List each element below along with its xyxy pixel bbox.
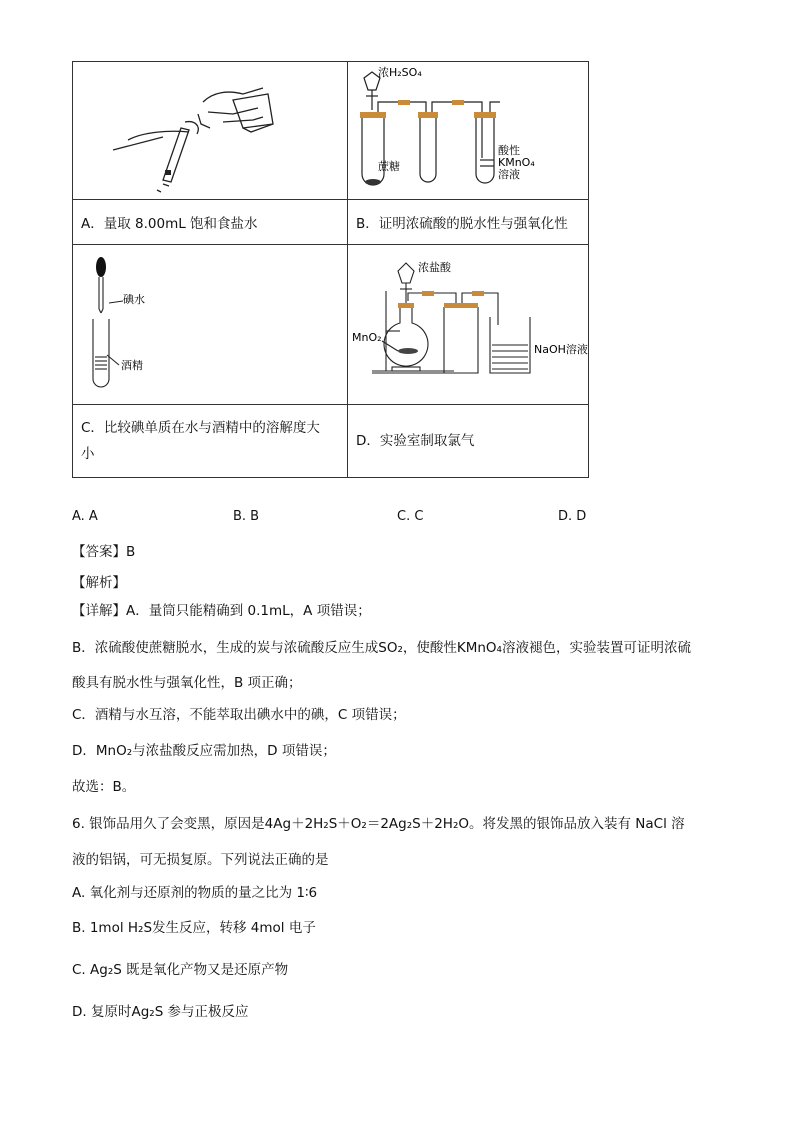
label-mno2: MnO₂ <box>352 331 382 344</box>
label-iodine-water: 碘水 <box>123 293 145 306</box>
detail-line-3: 酸具有脱水性与强氧化性，B 项正确； <box>72 675 302 691</box>
option-c: C. C <box>397 509 424 524</box>
q6-choice-a: A. 氧化剂与还原剂的物质的量之比为 1∶6 <box>72 885 318 901</box>
detail-line-5: D．MnO₂与浓盐酸反应需加热，D 项错误； <box>72 743 336 759</box>
caption-c-line1: C．比较碘单质在水与酒精中的溶解度大 <box>81 420 320 436</box>
image-cell-b <box>348 62 589 200</box>
caption-a: A．量取 8.00mL 饱和食盐水 <box>73 200 348 245</box>
sulfuric-acid-apparatus-diagram <box>348 62 588 195</box>
question-table <box>72 61 589 478</box>
label-conc-sulfuric-acid: 浓H₂SO₄ <box>378 66 422 79</box>
caption-d: D．实验室制取氯气 <box>348 405 589 478</box>
q6-choice-b: B. 1mol H₂S发生反应，转移 4mol 电子 <box>72 920 316 936</box>
label-conc-hcl: 浓盐酸 <box>418 261 451 274</box>
image-cell-c <box>73 245 348 405</box>
q6-choice-c: C. Ag₂S 既是氧化产物又是还原产物 <box>72 962 289 978</box>
caption-b: B．证明浓硫酸的脱水性与强氧化性 <box>348 200 589 245</box>
label-acidic: 酸性 <box>498 144 520 157</box>
analysis-label: 【解析】 <box>72 575 126 591</box>
detail-line-1: 【详解】A．量筒只能精确到 0.1mL，A 项错误； <box>72 603 371 619</box>
answer-label: 【答案】B <box>72 544 136 560</box>
label-sugar: 蔗糖 <box>378 160 400 173</box>
image-cell-a <box>73 62 348 200</box>
q6-stem-line-2: 液的铝锅，可无损复原。下列说法正确的是 <box>72 852 329 868</box>
option-a: A. A <box>72 509 98 524</box>
option-d: D. D <box>558 509 587 524</box>
detail-line-2: B．浓硫酸使蔗糖脱水，生成的炭与浓硫酸反应生成SO₂，使酸性KMnO₄溶液褪色，实验装置可证明浓硫 <box>72 640 691 656</box>
image-cell-d <box>348 245 589 405</box>
label-kmno4: KMnO₄ <box>498 156 535 169</box>
chlorine-preparation-diagram <box>348 245 588 400</box>
caption-c-line2: 小 <box>81 446 95 462</box>
detail-line-4: C．酒精与水互溶，不能萃取出碘水中的碘，C 项错误； <box>72 707 406 723</box>
caption-c <box>73 405 348 478</box>
detail-line-6: 故选：B。 <box>72 779 136 795</box>
label-solution: 溶液 <box>498 168 520 181</box>
iodine-extraction-diagram <box>73 245 347 400</box>
pouring-into-cylinder-diagram <box>73 62 347 195</box>
q6-choice-d: D. 复原时Ag₂S 参与正极反应 <box>72 1004 249 1020</box>
label-alcohol: 酒精 <box>121 359 143 372</box>
q6-stem-line-1: 6. 银饰品用久了会变黑，原因是4Ag＋2H₂S＋O₂＝2Ag₂S＋2H₂O。将发黑的银饰品放入装有 NaCl 溶 <box>72 816 685 832</box>
option-b: B. B <box>233 509 260 524</box>
label-naoh: NaOH溶液 <box>534 343 588 356</box>
